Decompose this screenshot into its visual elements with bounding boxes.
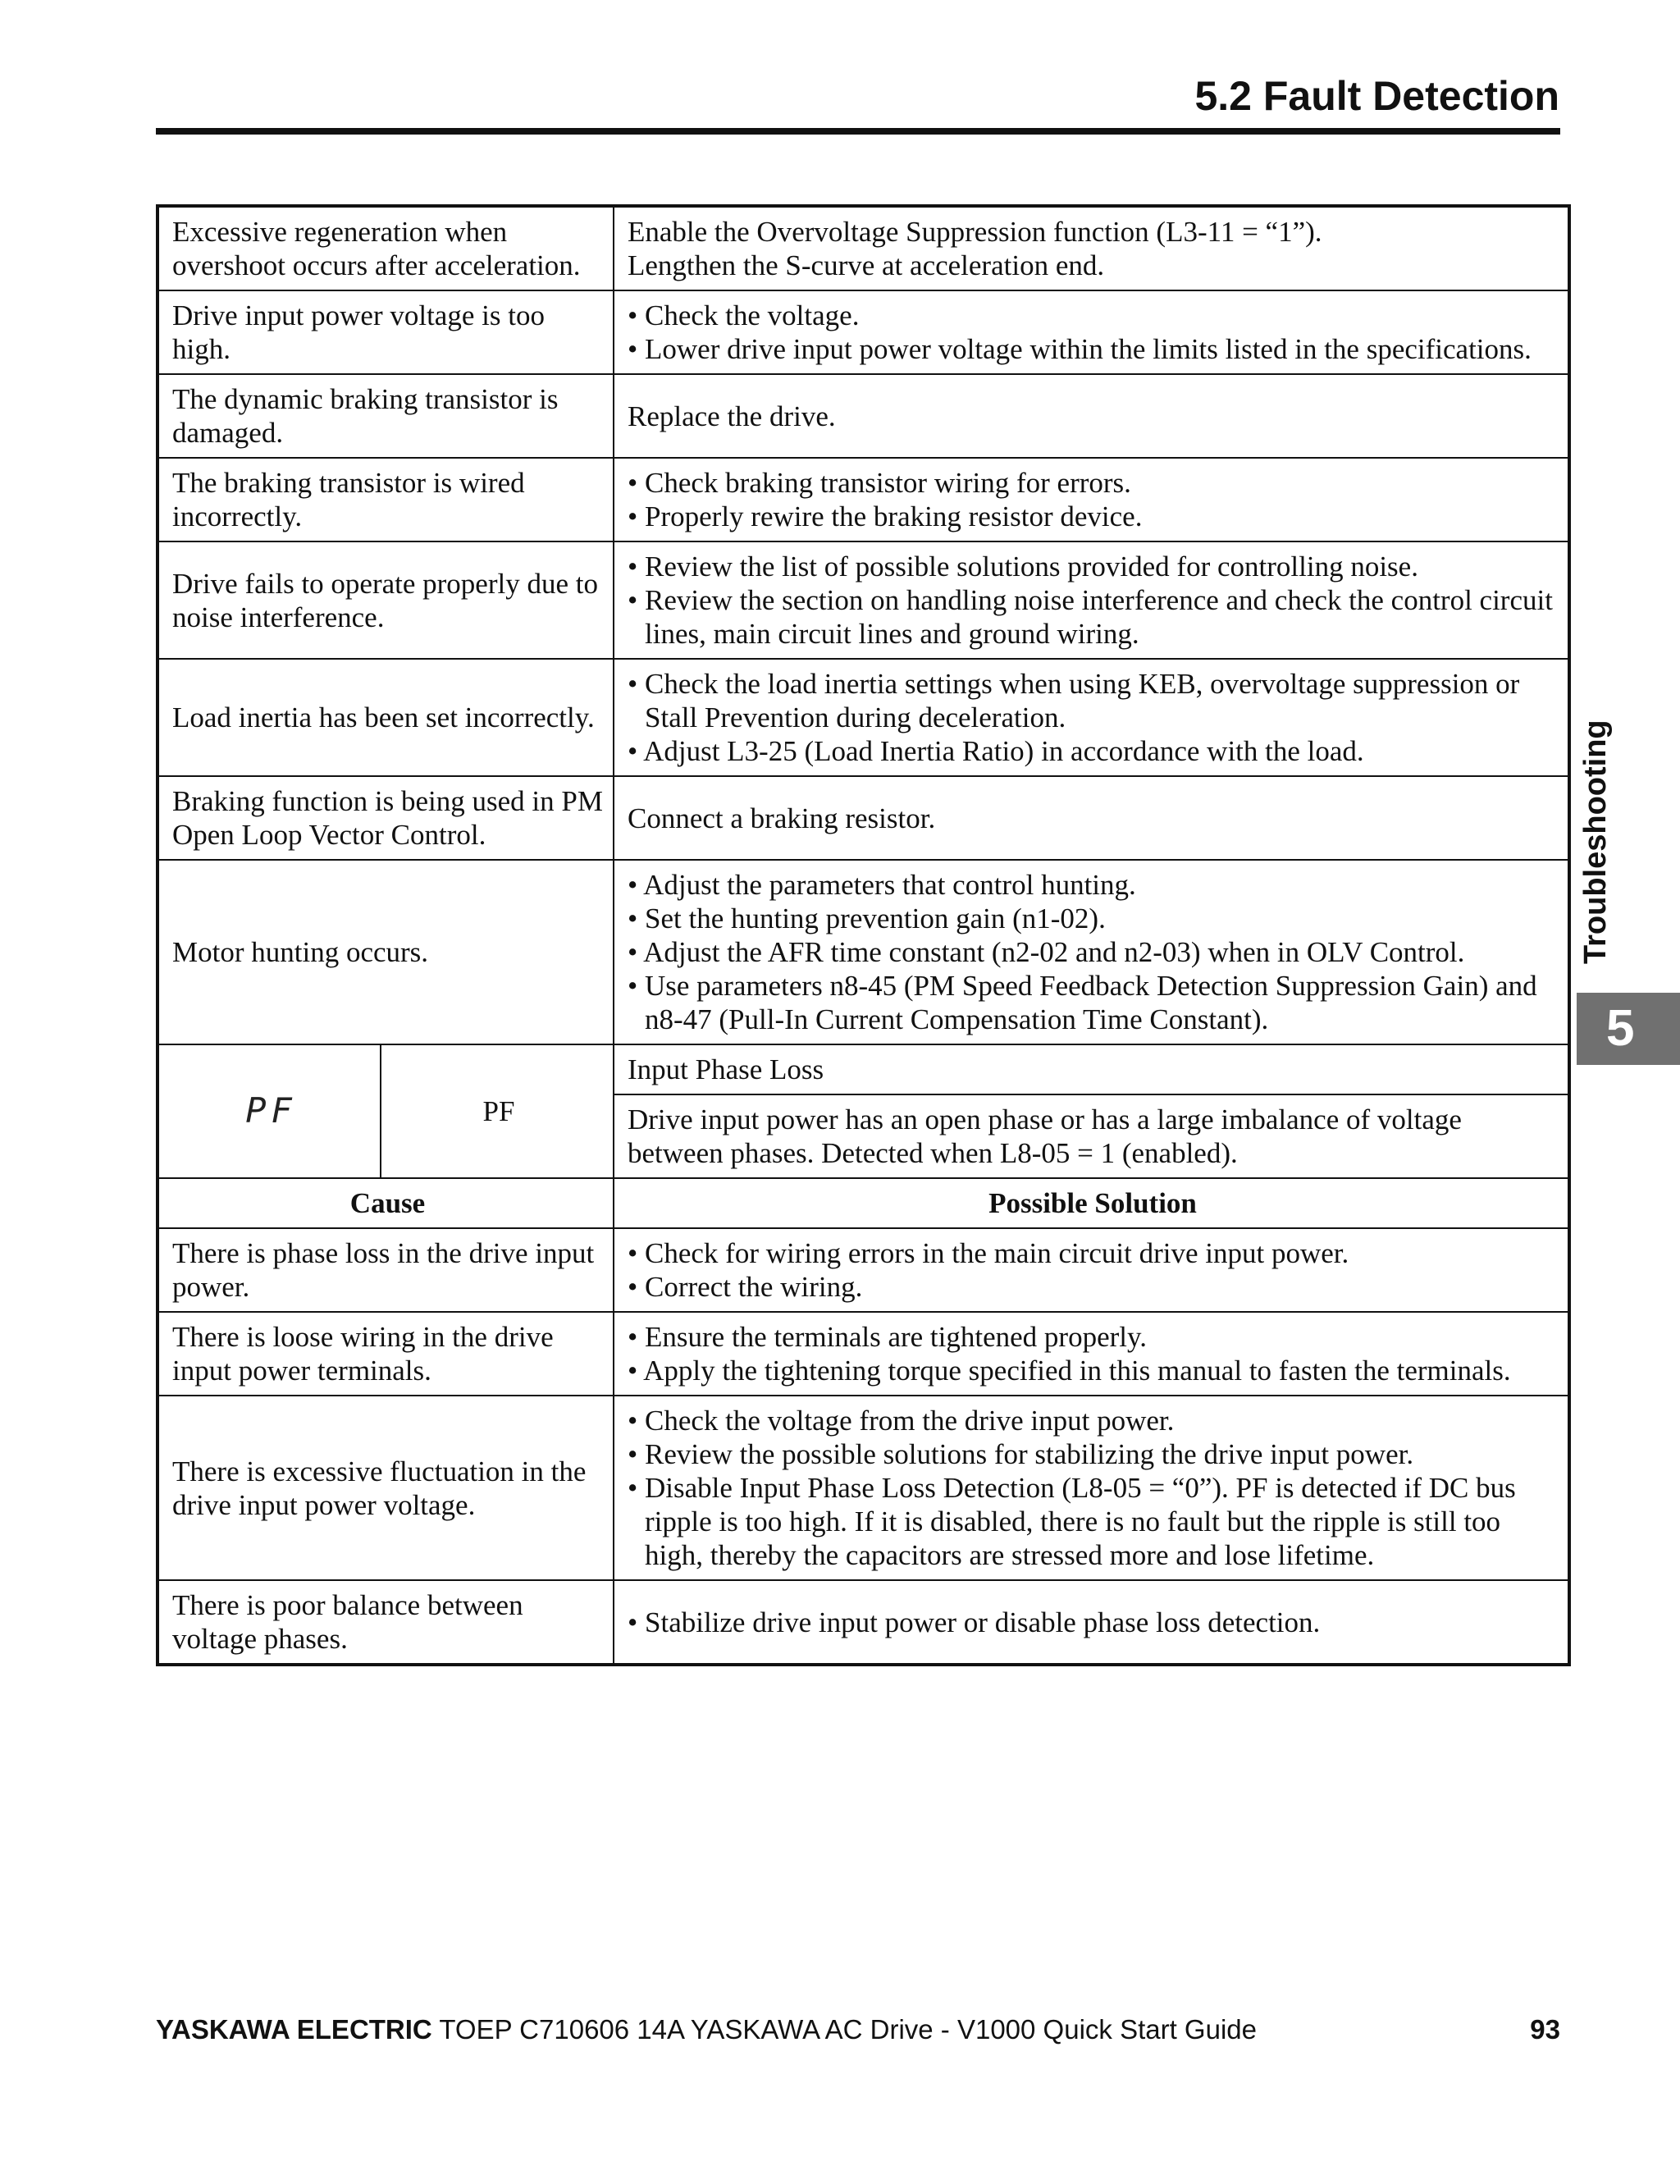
solution-cell — [614, 776, 1569, 860]
fault-header — [158, 1044, 1569, 1228]
solution-cell — [614, 860, 1569, 1044]
solution-line: Lengthen the S-curve at acceleration end. — [628, 249, 1105, 281]
solution-cell — [614, 290, 1569, 374]
cause-cell: Braking function is being used in PM Open Loop Vector Control. — [158, 776, 614, 860]
cause-cell: The dynamic braking transistor is damaged. — [158, 374, 614, 458]
solution-cell — [614, 374, 1569, 458]
solution-line: • Lower drive input power voltage within the limits listed in the specifications. — [628, 333, 1532, 365]
solution-line: • Review the section on handling noise interference and check the control circuit lines, main circuit lines and ground wiring. — [628, 584, 1553, 650]
column-header-solution: Possible Solution — [614, 1178, 1569, 1228]
cause-cell: There is loose wiring in the drive input power terminals. — [158, 1312, 614, 1396]
cause-cell: Drive fails to operate properly due to noise interference. — [158, 541, 614, 659]
solution-cell — [614, 1312, 1569, 1396]
table-row — [158, 458, 1569, 541]
cause-cell: Drive input power voltage is too high. — [158, 290, 614, 374]
table-row — [158, 659, 1569, 776]
cause-cell: There is excessive fluctuation in the drive input power voltage. — [158, 1396, 614, 1580]
fault-name: Input Phase Loss — [614, 1044, 1569, 1094]
solution-line: • Review the possible solutions for stabilizing the drive input power. — [628, 1438, 1414, 1470]
rows-after — [158, 1228, 1569, 1665]
solution-line: Enable the Overvoltage Suppression function (L3-11 = “1”). — [628, 216, 1322, 248]
fault-table — [156, 204, 1571, 1666]
section-side-label: Troubleshooting — [1578, 720, 1613, 964]
table-row — [158, 206, 1569, 290]
table-row — [158, 541, 1569, 659]
rows-before — [158, 206, 1569, 1044]
solution-line: • Check the voltage from the drive input power. — [628, 1405, 1175, 1437]
seg-display: PF — [245, 1090, 297, 1131]
solution-line: • Stabilize drive input power or disable phase loss detection. — [628, 1606, 1321, 1638]
chapter-tab: 5 — [1577, 993, 1680, 1065]
solution-cell — [614, 458, 1569, 541]
page-title: 5.2 Fault Detection — [1194, 73, 1559, 119]
fault-description: Drive input power has an open phase or has a large imbalance of voltage between phases. Detected when L8-05 = 1 (enabled). — [614, 1094, 1569, 1178]
cause-cell: There is poor balance between voltage phases. — [158, 1580, 614, 1665]
solution-cell — [614, 541, 1569, 659]
footer-brand: YASKAWA ELECTRIC — [156, 2014, 432, 2045]
solution-line: • Correct the wiring. — [628, 1271, 863, 1303]
solution-line: • Set the hunting prevention gain (n1-02). — [628, 902, 1106, 934]
solution-line: Replace the drive. — [628, 400, 836, 432]
table-row — [158, 290, 1569, 374]
header-rule — [156, 128, 1560, 135]
solution-cell — [614, 1228, 1569, 1312]
solution-cell — [614, 1396, 1569, 1580]
solution-line: • Check for wiring errors in the main circuit drive input power. — [628, 1237, 1349, 1269]
cause-cell: The braking transistor is wired incorrectly. — [158, 458, 614, 541]
page-number: 93 — [1530, 2014, 1560, 2045]
solution-line: Connect a braking resistor. — [628, 802, 936, 834]
cause-cell: Load inertia has been set incorrectly. — [158, 659, 614, 776]
solution-line: • Adjust L3-25 (Load Inertia Ratio) in accordance with the load. — [628, 735, 1364, 767]
solution-line: • Apply the tightening torque specified in this manual to fasten the terminals. — [628, 1355, 1511, 1387]
fault-display-code — [158, 1044, 381, 1178]
solution-cell — [614, 659, 1569, 776]
column-header-cause: Cause — [158, 1178, 614, 1228]
table-row — [158, 860, 1569, 1044]
cause-cell: Excessive regeneration when overshoot occurs after acceleration. — [158, 206, 614, 290]
solution-cell — [614, 1580, 1569, 1665]
table-row — [158, 1396, 1569, 1580]
solution-line: • Check the load inertia settings when using KEB, overvoltage suppression or Stall Prevention during deceleration. — [628, 668, 1520, 733]
solution-line: • Ensure the terminals are tightened properly. — [628, 1321, 1147, 1353]
solution-line: • Properly rewire the braking resistor device. — [628, 500, 1143, 532]
table-row — [158, 374, 1569, 458]
solution-cell — [614, 206, 1569, 290]
solution-line: • Check the voltage. — [628, 299, 860, 331]
solution-line: • Adjust the parameters that control hunting. — [628, 869, 1136, 901]
fault-code: PF — [381, 1044, 614, 1178]
solution-line: • Check braking transistor wiring for errors. — [628, 467, 1131, 499]
column-header-row — [158, 1178, 1569, 1228]
table-row — [158, 1580, 1569, 1665]
cause-cell: Motor hunting occurs. — [158, 860, 614, 1044]
solution-line: • Adjust the AFR time constant (n2-02 and n2-03) when in OLV Control. — [628, 936, 1465, 968]
cause-cell: There is phase loss in the drive input power. — [158, 1228, 614, 1312]
solution-line: • Use parameters n8-45 (PM Speed Feedback Detection Suppression Gain) and n8-47 (Pull-In Current Compensation Time Constant). — [628, 970, 1537, 1035]
page-footer — [156, 2014, 1560, 2045]
table-row — [158, 776, 1569, 860]
fault-name-row — [158, 1044, 1569, 1094]
table-row — [158, 1312, 1569, 1396]
solution-line: • Disable Input Phase Loss Detection (L8-05 = “0”). PF is detected if DC bus ripple is too high. If it is disabled, there is no fault but the ripple is still too high, thereby the capacitors are stressed more and lose lifetime. — [628, 1472, 1516, 1571]
solution-line: • Review the list of possible solutions provided for controlling noise. — [628, 551, 1418, 583]
footer-doc-title: TOEP C710606 14A YASKAWA AC Drive - V1000 Quick Start Guide — [439, 2014, 1257, 2045]
table-row — [158, 1228, 1569, 1312]
